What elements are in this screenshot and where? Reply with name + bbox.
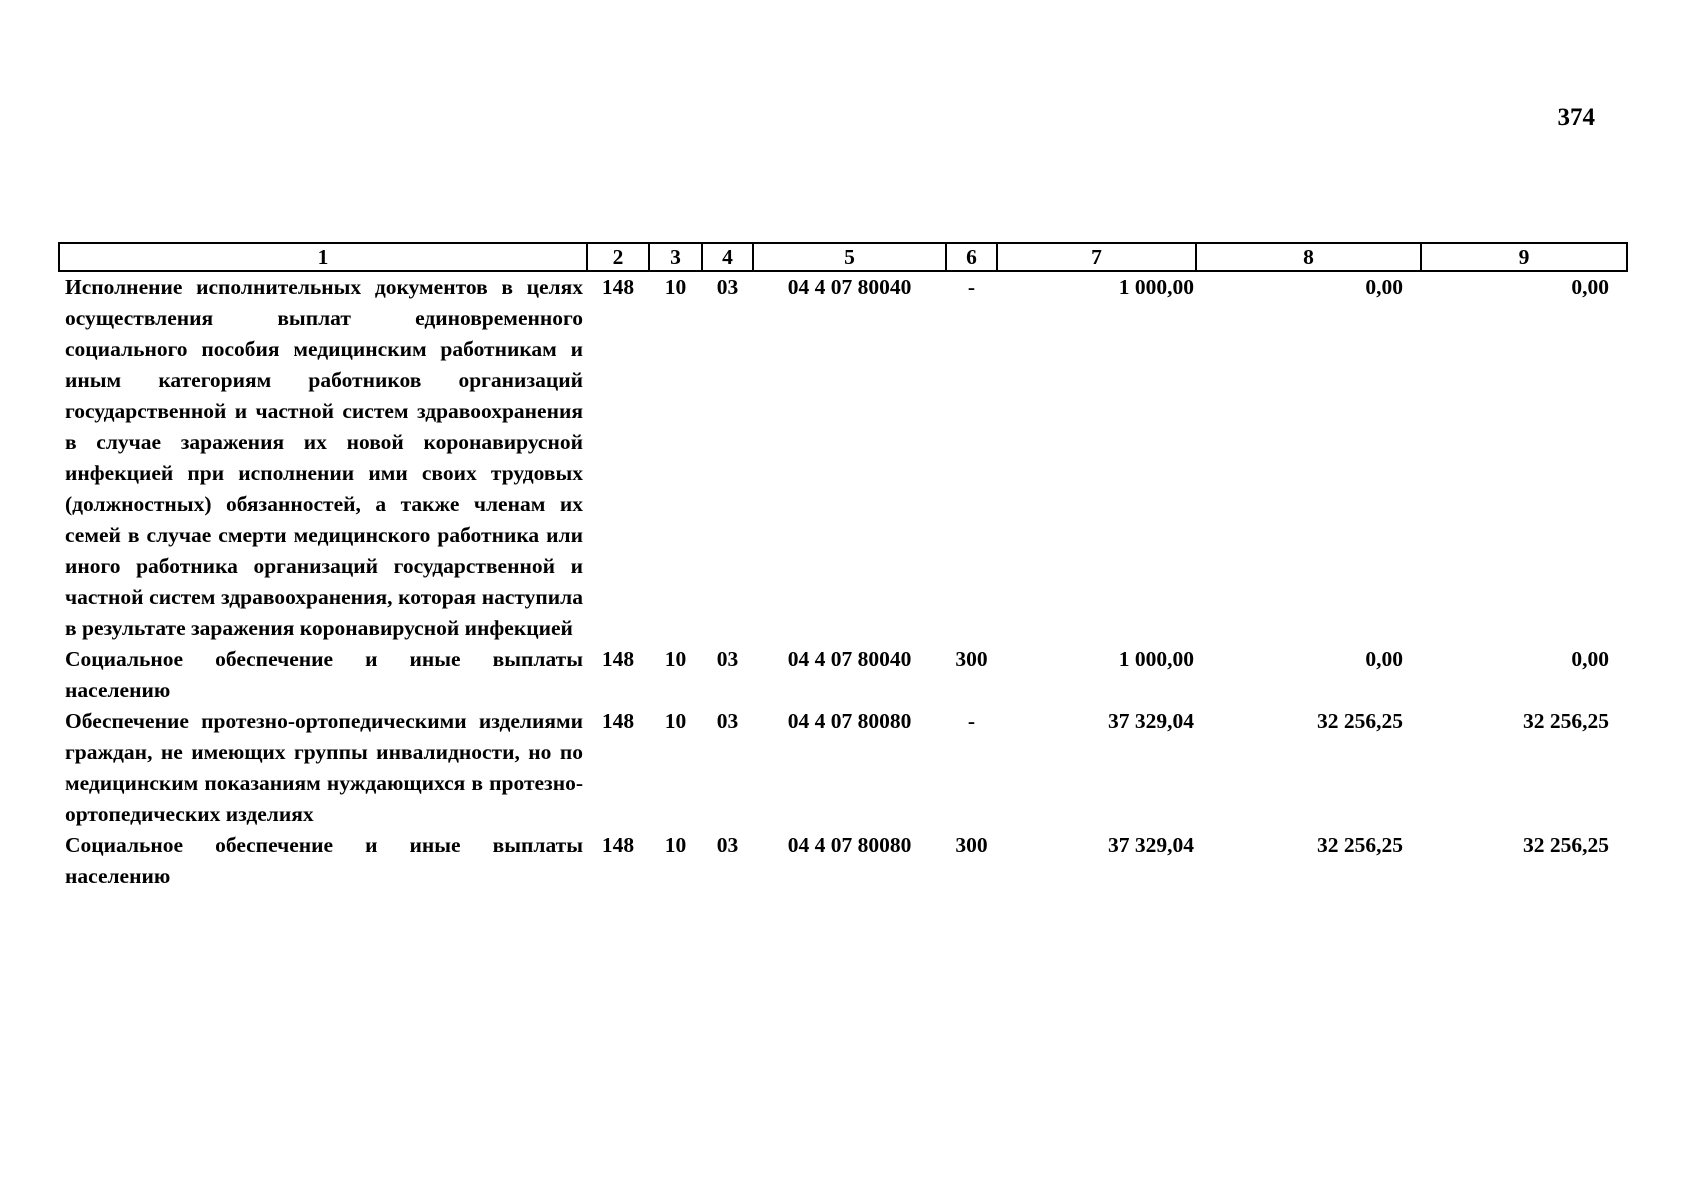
table-header	[59, 243, 1627, 271]
header-col-8: 8	[1196, 243, 1421, 271]
header-col-2: 2	[587, 243, 649, 271]
row-section-code: 10	[664, 709, 687, 733]
row-ministry-code: 148	[601, 647, 635, 671]
row-amount-col7: 37 329,04	[1108, 709, 1194, 733]
row-description: Исполнение исполнительных документов в целях осуществления выплат единовременного социального пособия медицинским работникам и иным категориям работников организаций государственной и частной систем здравоохранения в случае заражения их новой коронавирусной инфекцией при исполнении ими своих трудовых (должностных) обязанностей, а также членам их семей в случае смерти медицинского работника или иного работника организаций государственной и частной систем здравоохранения, которая наступила в результате заражения коронавирусной инфекцией	[65, 275, 583, 640]
header-col-4: 4	[702, 243, 753, 271]
row-target-article: 04 4 07 80080	[787, 833, 912, 857]
header-col-9: 9	[1421, 243, 1627, 271]
row-amount-col8: 0,00	[1365, 647, 1403, 671]
row-expense-type: 300	[955, 647, 988, 671]
row-amount-col9: 0,00	[1571, 275, 1609, 299]
row-subsection-code: 03	[716, 709, 739, 733]
row-subsection-code: 03	[716, 647, 739, 671]
table-row	[59, 830, 1627, 892]
row-amount-col8: 32 256,25	[1317, 709, 1403, 733]
row-description: Социальное обеспечение и иные выплаты населению	[65, 647, 583, 702]
row-expense-type: -	[967, 709, 976, 733]
header-col-3: 3	[649, 243, 702, 271]
row-description: Обеспечение протезно-ортопедическими изделиями граждан, не имеющих группы инвалидности, но по медицинским показаниям нуждающихся в протезно-ортопедических изделиях	[65, 709, 583, 826]
row-amount-col8: 0,00	[1365, 275, 1403, 299]
row-amount-col9: 32 256,25	[1523, 709, 1609, 733]
row-amount-col9: 0,00	[1571, 647, 1609, 671]
header-col-5: 5	[753, 243, 946, 271]
row-amount-col7: 1 000,00	[1118, 647, 1194, 671]
row-target-article: 04 4 07 80040	[787, 275, 912, 299]
table-row	[59, 271, 1627, 644]
row-subsection-code: 03	[716, 833, 739, 857]
header-col-6: 6	[946, 243, 997, 271]
row-subsection-code: 03	[716, 275, 739, 299]
row-amount-col7: 1 000,00	[1118, 275, 1194, 299]
table-row	[59, 644, 1627, 706]
row-expense-type: 300	[955, 833, 988, 857]
row-section-code: 10	[664, 833, 687, 857]
row-target-article: 04 4 07 80080	[787, 709, 912, 733]
header-col-7: 7	[997, 243, 1196, 271]
row-section-code: 10	[664, 647, 687, 671]
header-row	[59, 243, 1627, 271]
page-number: 374	[1557, 104, 1595, 131]
row-target-article: 04 4 07 80040	[787, 647, 912, 671]
row-ministry-code: 148	[601, 275, 635, 299]
row-expense-type: -	[967, 275, 976, 299]
budget-table	[58, 242, 1628, 892]
row-amount-col8: 32 256,25	[1317, 833, 1403, 857]
header-col-1: 1	[59, 243, 587, 271]
row-amount-col9: 32 256,25	[1523, 833, 1609, 857]
table-row	[59, 706, 1627, 830]
row-ministry-code: 148	[601, 709, 635, 733]
row-section-code: 10	[664, 275, 687, 299]
row-amount-col7: 37 329,04	[1108, 833, 1194, 857]
row-description: Социальное обеспечение и иные выплаты населению	[65, 833, 583, 888]
table-body	[59, 271, 1627, 892]
row-ministry-code: 148	[601, 833, 635, 857]
